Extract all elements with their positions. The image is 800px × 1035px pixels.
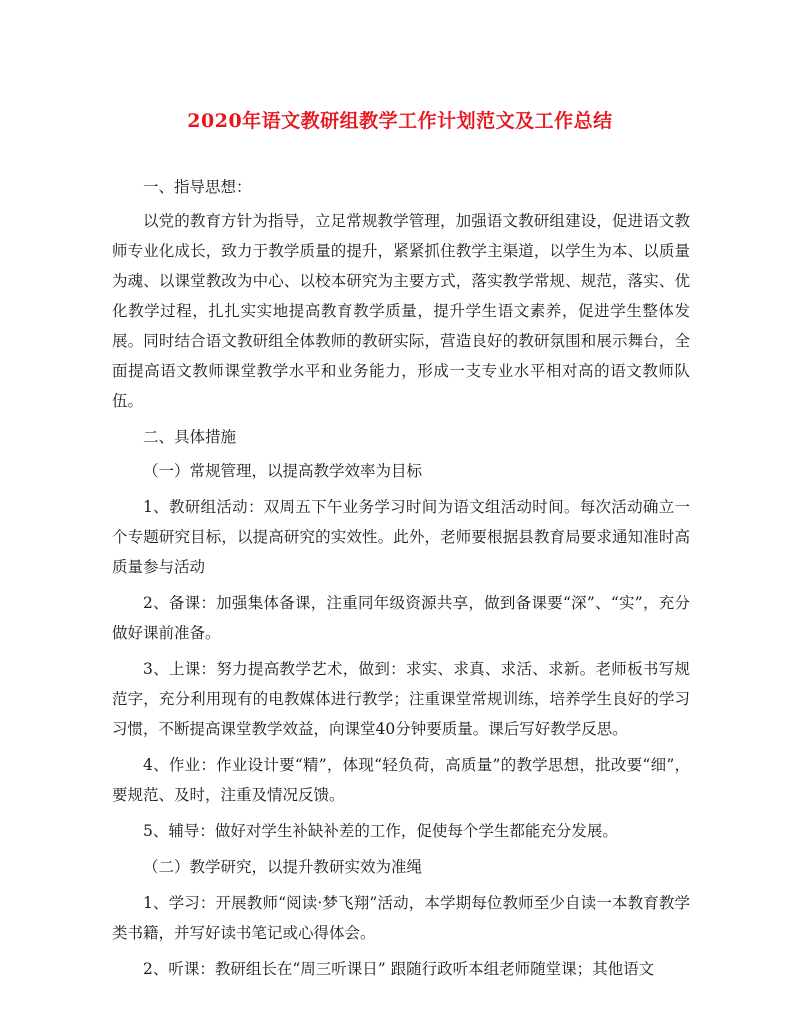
paragraph-guiding-ideology: 以党的教育方针为指导，立足常规教学管理，加强语文教研组建设，促进语文教师专业化成长，致力于教学质量的提升，紧紧抓住教学主渠道，以学生为本、以质量为魂、以课堂教改为中心、以校本研究为主要方式，落实教学常规、规范，落实、优化教学过程，扎扎实实地提高教育教学质量，提升学生语文素养，促进学生整体发展。同时结合语文教研组全体教师的教研实际，营造良好的教研氛围和展示舞台，全面提高语文教师课堂教学水平和业务能力，形成一支专业水平相对高的语文教师队伍。 bbox=[112, 212, 690, 410]
paragraph-lesson-preparation: 2、备课：加强集体备课，注重同年级资源共享，做到备课要“深”、“实”，充分做好课前准备。 bbox=[112, 594, 690, 642]
paragraph-tutoring: 5、辅导：做好对学生补缺补差的工作，促使每个学生都能充分发展。 bbox=[143, 822, 618, 840]
document-title: 2020年语文教研组教学工作计划范文及工作总结 bbox=[187, 110, 613, 132]
section-heading-specific-measures: 二、具体措施 bbox=[143, 428, 237, 446]
document-body bbox=[112, 172, 690, 984]
paragraph-classroom-teaching: 3、上课：努力提高教学艺术，做到：求实、求真、求活、求新。老师板书写规范字，充分利用现有的电教媒体进行教学；注重课堂常规训练，培养学生良好的学习习惯，不断提高课堂教学效益，向课堂40分钟要质量。课后写好教学反思。 bbox=[112, 660, 690, 738]
paragraph-teaching-group-activity: 1、教研组活动：双周五下午业务学习时间为语文组活动时间。每次活动确立一个专题研究目标，以提高研究的实效性。此外，老师要根据县教育局要求通知准时高质量参与活动 bbox=[112, 498, 690, 576]
subsection-heading-routine-management: （一）常规管理，以提高教学效率为目标 bbox=[143, 462, 423, 480]
paragraph-lesson-observation: 2、听课：教研组长在“周三听课日” 跟随行政听本组老师随堂课；其他语文 bbox=[143, 960, 655, 978]
paragraph-study: 1、学习：开展教师“阅读·梦飞翔”活动，本学期每位教师至少自读一本教育教学类书籍，并写好读书笔记或心得体会。 bbox=[112, 894, 690, 942]
subsection-heading-teaching-research: （二）教学研究，以提升教研实效为准绳 bbox=[143, 858, 423, 876]
paragraph-homework: 4、作业：作业设计要“精”，体现“轻负荷，高质量”的教学思想，批改要“细”，要规范、及时，注重及情况反馈。 bbox=[112, 756, 690, 804]
section-heading-guiding-ideology: 一、指导思想： bbox=[143, 178, 252, 196]
